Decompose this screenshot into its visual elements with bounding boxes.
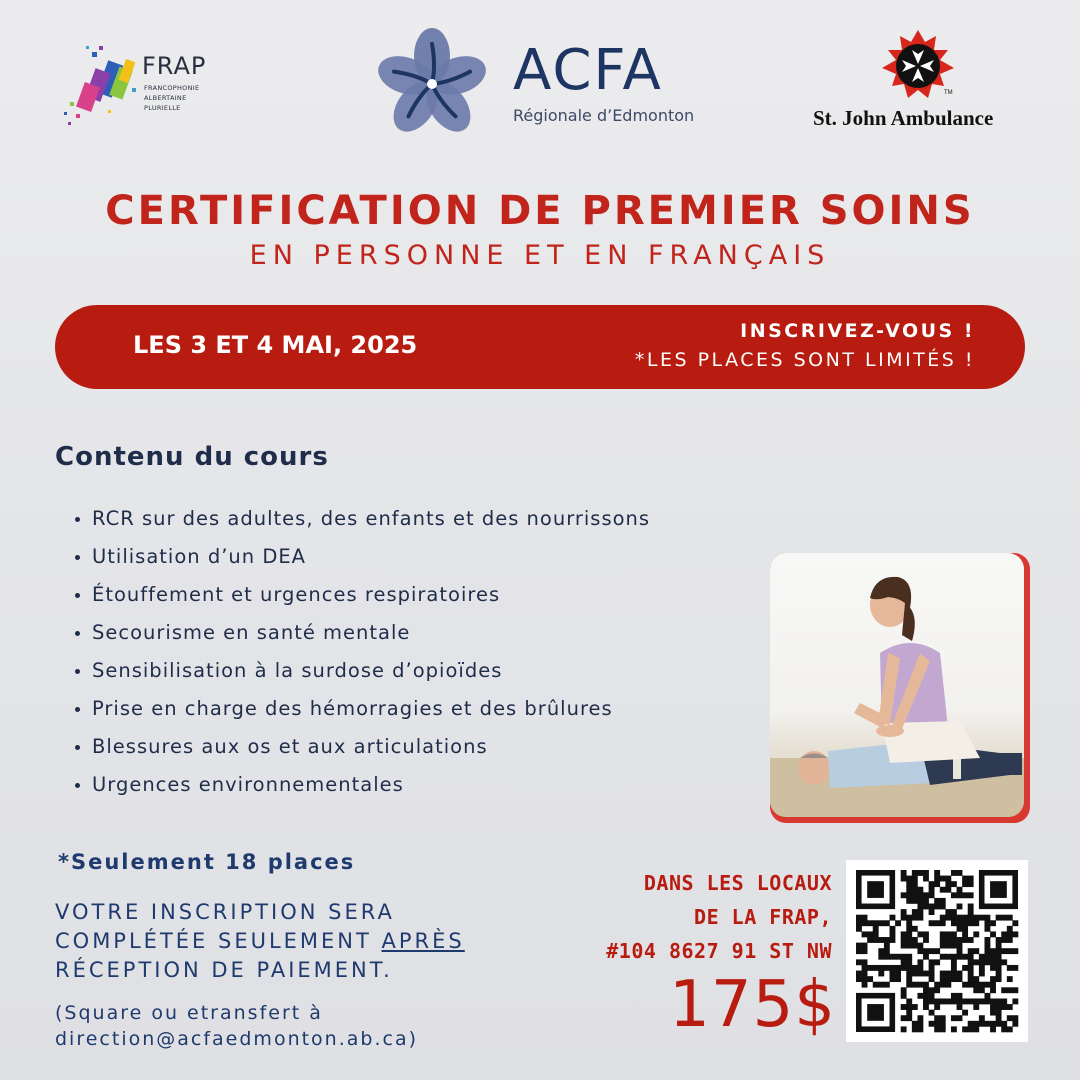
bullet-icon <box>75 631 80 636</box>
list-item <box>75 505 650 543</box>
inscription-line-2: COMPLÉTÉE SEULEMENT APRÈS <box>55 929 465 953</box>
location-info <box>606 866 832 968</box>
list-item-text: Urgences environnementales <box>92 773 404 796</box>
bullet-icon <box>75 593 80 598</box>
list-item <box>75 733 650 771</box>
list-item <box>75 695 650 733</box>
location-line-3: #104 8627 91 ST NW <box>606 939 832 963</box>
banner-cta-line-1: INSCRIVEZ-VOUS ! <box>740 320 975 342</box>
acfa-name: ACFA <box>513 38 663 103</box>
bullet-icon <box>75 669 80 674</box>
sub-title: EN PERSONNE ET EN FRANÇAIS <box>249 240 831 271</box>
frap-name: FRAP <box>142 52 207 80</box>
maltese-cross-icon <box>878 28 958 104</box>
payment-note <box>55 1000 418 1052</box>
sja-name: St. John Ambulance <box>813 106 994 130</box>
course-list <box>75 505 650 809</box>
cpr-training-photo <box>770 553 1024 817</box>
underlined-word: APRÈS <box>381 929 465 953</box>
inscription-line-3: RÉCEPTION DE PAIEMENT. <box>55 958 393 982</box>
acfa-subtitle: Régionale d’Edmonton <box>513 106 695 125</box>
qr-code-icon[interactable] <box>846 860 1028 1042</box>
banner-date: LES 3 ET 4 MAI, 2025 <box>133 331 418 359</box>
acfa-logo <box>370 28 730 140</box>
frap-line-2: ALBERTAINE <box>144 94 187 102</box>
frap-line-1: FRANCOPHONIE <box>144 84 200 92</box>
cpr-scene-icon <box>770 553 1024 817</box>
date-banner <box>55 305 1025 389</box>
bullet-icon <box>75 783 80 788</box>
inscription-line-1: VOTRE INSCRIPTION SERA <box>55 900 395 924</box>
list-item-text: Étouffement et urgences respiratoires <box>92 583 501 606</box>
list-item-text: Sensibilisation à la surdose d’opioïdes <box>92 659 503 682</box>
list-item-text: Blessures aux os et aux articulations <box>92 735 488 758</box>
seats-note: *Seulement 18 places <box>58 850 356 874</box>
banner-cta-line-2: *LES PLACES SONT LIMITÉS ! <box>634 349 975 371</box>
qr-code-graphic <box>846 860 1028 1042</box>
price: 175$ <box>669 968 836 1042</box>
acfa-flower-icon <box>370 28 495 140</box>
bullet-icon <box>75 707 80 712</box>
frap-logo <box>62 40 232 132</box>
banner-cta <box>635 317 975 375</box>
payment-email[interactable]: direction@acfaedmonton.ab.ca) <box>55 1028 419 1050</box>
list-item-text: RCR sur des adultes, des enfants et des nourrissons <box>92 507 651 530</box>
list-item <box>75 581 650 619</box>
list-item-text: Utilisation d’un DEA <box>92 545 307 568</box>
location-line-1: DANS LES LOCAUX <box>643 871 832 895</box>
main-title: CERTIFICATION DE PREMIER SOINS <box>105 188 975 234</box>
list-item-text: Secourisme en santé mentale <box>92 621 411 644</box>
sja-tm: TM <box>944 90 953 96</box>
location-line-2: DE LA FRAP, <box>694 905 832 929</box>
list-item-text: Prise en charge des hémorragies et des brûlures <box>92 697 613 720</box>
inscription-note <box>55 898 465 985</box>
section-title: Contenu du cours <box>55 442 329 472</box>
bullet-icon <box>75 517 80 522</box>
list-item <box>75 543 650 581</box>
list-item <box>75 619 650 657</box>
frap-line-3: PLURIELLE <box>144 104 181 112</box>
list-item <box>75 771 650 809</box>
list-item <box>75 657 650 695</box>
sja-logo <box>806 28 1032 138</box>
photo-frame <box>770 553 1030 823</box>
frap-mark-icon <box>62 40 142 130</box>
bullet-icon <box>75 555 80 560</box>
payment-line-1: (Square ou etransfert à <box>55 1002 323 1024</box>
bullet-icon <box>75 745 80 750</box>
